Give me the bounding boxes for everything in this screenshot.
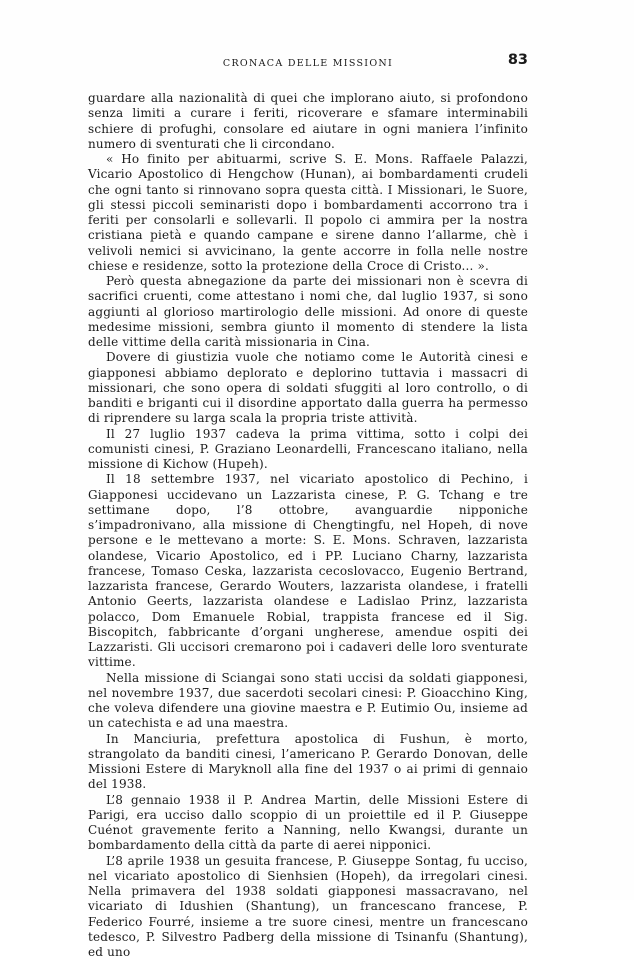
paragraph: Il 18 settembre 1937, nel vicariato apostolico di Pechino, i Giapponesi uccidevano un Lazzarista cinese, P. G. Tchang e tre settimane dopo, l’8 ottobre, avanguardie nipponiche s’impadronivano, alla missione di Chengtingfu, nel Hopeh, di nove persone e le mettevano a morte: S. E. Mons. Schraven, lazzarista olandese, Vicario Apostolico, ed i PP. Luciano Charny, lazzarista francese, Tomaso Ceska, lazzarista cecoslovacco, Eugenio Bertrand, lazzarista francese, Gerardo Wouters, lazzarista olandese, i fratelli Antonio Geerts, lazzarista olandese e Ladislao Prinz, lazzarista polacco, Dom Emanuele Robial, trappista francese ed il Sig. Biscopitch, fabbricante d’organi ungherese, amendue ospiti dei Lazzaristi. Gli uccisori cremarono poi i cadaveri delle loro sventurate vittime.	[88, 472, 528, 670]
paragraph: « Ho finito per abituarmi, scrive S. E. Mons. Raffaele Palazzi, Vicario Apostolico di Hengchow (Hunan), ai bombardamenti crudeli che ogni tanto si rinnovano sopra questa città. I Missionari, le Suore, gli stessi piccoli seminaristi dopo i bombardamenti accorrono tra i feriti per consolarli e sollevarli. Il popolo ci ammira per la nostra cristiana pietà e quando campane e sirene danno l’allarme, chè i velivoli nemici si avvicinano, la gente accorre in folla nelle nostre chiese e residenze, sotto la protezione della Croce di Cristo... ».	[88, 152, 528, 274]
paragraph: In Manciuria, prefettura apostolica di Fushun, è morto, strangolato da banditi cinesi, l’americano P. Gerardo Donovan, delle Missioni Estere di Maryknoll alla fine del 1937 o ai primi di gennaio del 1938.	[88, 732, 528, 793]
page-number: 83	[508, 52, 528, 68]
paragraph: Nella missione di Sciangai sono stati uccisi da soldati giapponesi, nel novembre 1937, due sacerdoti secolari cinesi: P. Gioacchino King, che voleva difendere una giovine maestra e P. Eutimio Ou, insieme ad un catechista e ad una maestra.	[88, 671, 528, 732]
running-title: CRONACA DELLE MISSIONI	[88, 58, 528, 69]
paragraph: L’8 gennaio 1938 il P. Andrea Martin, delle Missioni Estere di Parigi, era ucciso dallo scoppio di un proiettile ed il P. Giuseppe Cuénot gravemente ferito a Nanning, nello Kwangsi, durante un bombardamento della città da parte di aerei nipponici.	[88, 793, 528, 854]
paragraph: Il 27 luglio 1937 cadeva la prima vittima, sotto i colpi dei comunisti cinesi, P. Graziano Leonardelli, Francescano italiano, nella missione di Kichow (Hupeh).	[88, 427, 528, 473]
running-head	[88, 52, 528, 76]
paragraph: Però questa abnegazione da parte dei missionari non è scevra di sacrifici cruenti, come attestano i nomi che, dal luglio 1937, si sono aggiunti al glorioso martirologio delle missioni. Ad onore di queste medesime missioni, sembra giunto il momento di stendere la lista delle vittime della carità missionaria in Cina.	[88, 274, 528, 350]
paragraph: L’8 aprile 1938 un gesuita francese, P. Giuseppe Sontag, fu ucciso, nel vicariato apostolico di Sienhsien (Hopeh), da irregolari cinesi. Nella primavera del 1938 soldati giapponesi massacravano, nel vicariato di Idushien (Shantung), un francescano francese, P. Federico Fourré, insieme a tre suore cinesi, mentre un francescano tedesco, P. Silvestro Padberg della missione di Tsinanfu (Shantung), ed uno	[88, 854, 528, 960]
paragraph: guardare alla nazionalità di quei che implorano aiuto, si profondono senza limiti a curare i feriti, ricoverare e sfamare interminabili schiere di profughi, consolare ed aiutare in ogni maniera l’infinito numero di sventurati che li circondano.	[88, 91, 528, 152]
body-text	[88, 91, 528, 960]
paragraph: Dovere di giustizia vuole che notiamo come le Autorità cinesi e giapponesi abbiamo deplorato e deplorino tuttavia i massacri di missionari, che sono opera di soldati sfuggiti al loro controllo, o di banditi e briganti cui il disordine apportato dalla guerra ha permesso di riprendere su larga scala la propria triste attività.	[88, 350, 528, 426]
